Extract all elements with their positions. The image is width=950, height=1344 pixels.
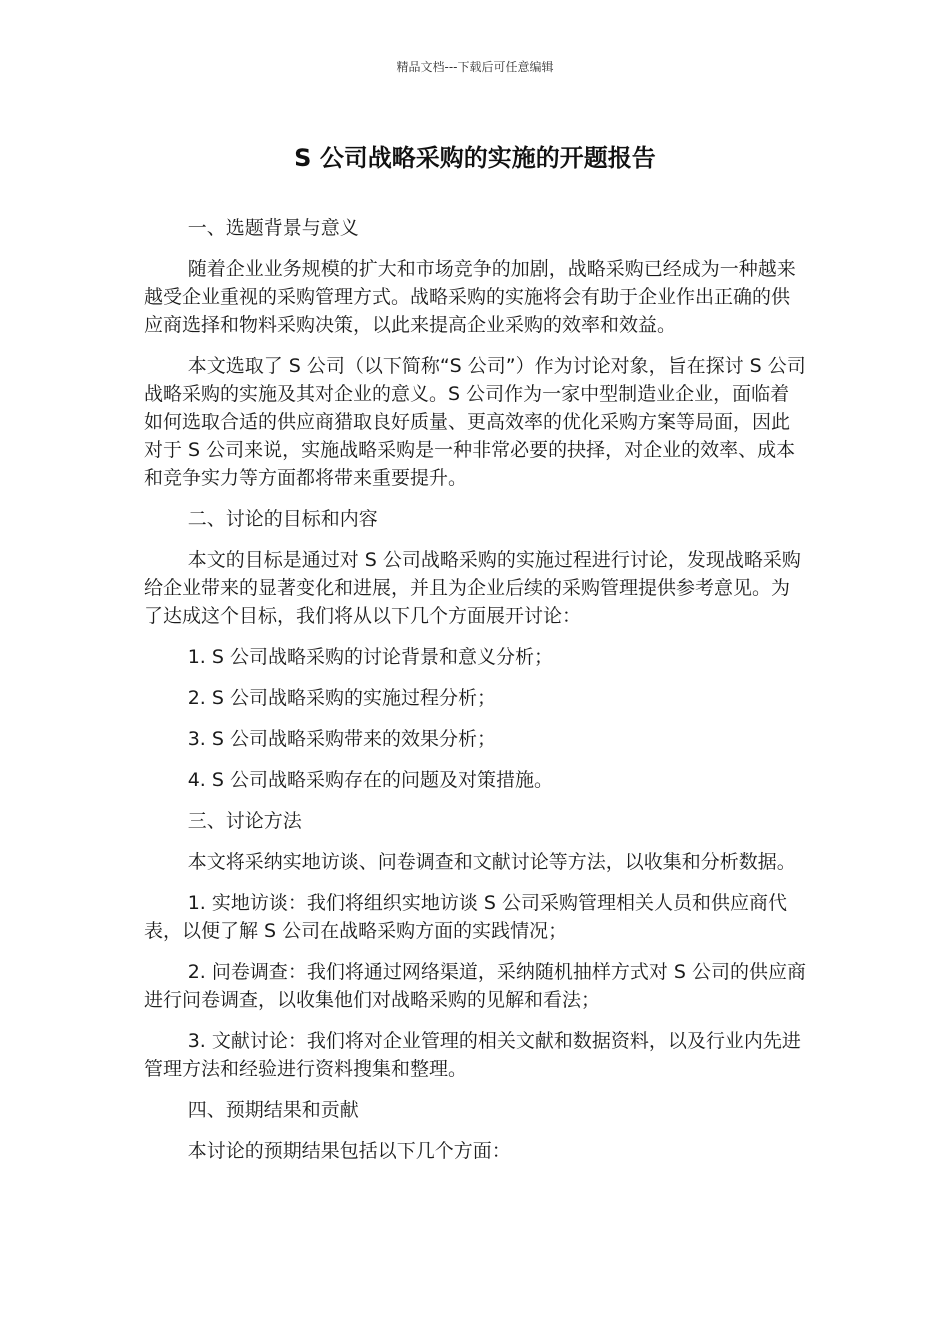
paragraph-background-1: 随着企业业务规模的扩大和市场竞争的加剧，战略采购已经成为一种越来越受企业重视的采购管理方式。战略采购的实施将会有助于企业作出正确的供应商选择和物料采购决策，以此来提高企业采购的效率和效益。 xyxy=(144,258,796,336)
list-item-method-3: 3. 文献讨论：我们将对企业管理的相关文献和数据资料，以及行业内先进管理方法和经验进行资料搜集和整理。 xyxy=(144,1030,801,1080)
list-item-goal-3: 3. S 公司战略采购带来的效果分析； xyxy=(187,728,496,750)
paragraph-goals: 本文的目标是通过对 S 公司战略采购的实施过程进行讨论，发现战略采购给企业带来的显著变化和进展，并且为企业后续的采购管理提供参考意见。为了达成这个目标，我们将从以下几个方面展开讨论： xyxy=(144,549,801,627)
section-heading-methods: 三、讨论方法 xyxy=(187,810,302,832)
section-heading-goals: 二、讨论的目标和内容 xyxy=(187,508,378,530)
list-item-goal-1: 1. S 公司战略采购的讨论背景和意义分析； xyxy=(187,646,553,668)
paragraph-background-2: 本文选取了 S 公司（以下简称“S 公司”）作为讨论对象，旨在探讨 S 公司战略采购的实施及其对企业的意义。S 公司作为一家中型制造业企业，面临着如何选取合适的供应商猎取良好质量、更高效率的优化采购方案等局面，因此对于 S 公司来说，实施战略采购是一种非常必要的抉择，对企业的效率、成本和竞争实力等方面都将带来重要提升。 xyxy=(144,355,806,489)
paragraph-methods: 本文将采纳实地访谈、问卷调查和文献讨论等方法，以收集和分析数据。 xyxy=(187,851,796,873)
paragraph-results: 本讨论的预期结果包括以下几个方面： xyxy=(187,1140,511,1162)
list-item-method-2: 2. 问卷调查：我们将通过网络渠道，采纳随机抽样方式对 S 公司的供应商进行问卷调查，以收集他们对战略采购的见解和看法； xyxy=(144,961,806,1011)
document-title: S 公司战略采购的实施的开题报告 xyxy=(294,144,656,172)
header-note: 精品文档---下载后可任意编辑 xyxy=(396,60,554,74)
list-item-goal-2: 2. S 公司战略采购的实施过程分析； xyxy=(187,687,496,709)
document-body xyxy=(144,214,808,1178)
list-item-goal-4: 4. S 公司战略采购存在的问题及对策措施。 xyxy=(187,769,553,791)
list-item-method-1: 1. 实地访谈：我们将组织实地访谈 S 公司采购管理相关人员和供应商代表，以便了解 S 公司在战略采购方面的实践情况； xyxy=(144,892,787,942)
section-heading-results: 四、预期结果和贡献 xyxy=(187,1099,359,1121)
section-heading-background: 一、选题背景与意义 xyxy=(187,217,359,239)
